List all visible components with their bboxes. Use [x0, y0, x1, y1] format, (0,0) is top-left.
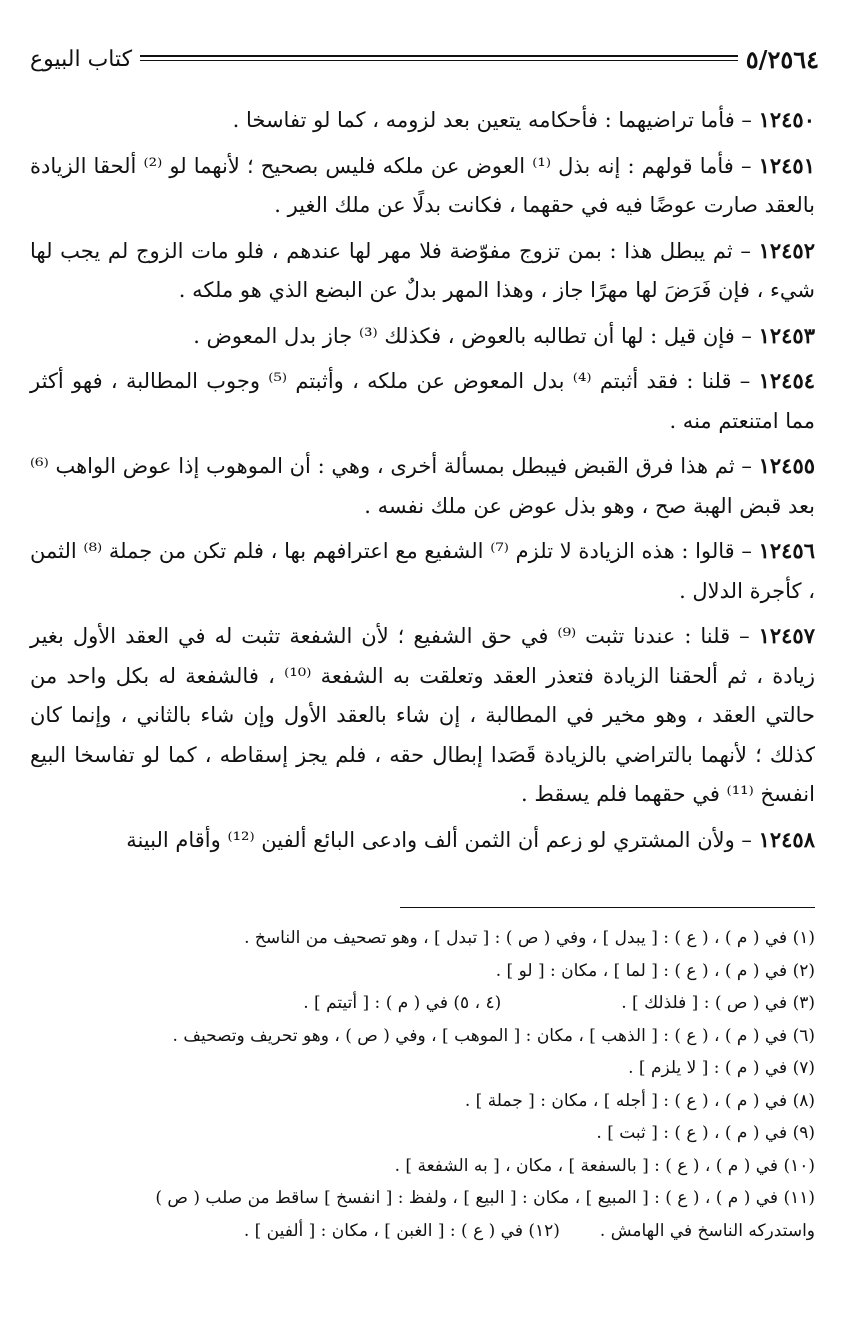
- footnote-row: [30, 1215, 815, 1248]
- footnote: (٣) في ( ص ) : [ فلذلك ] .: [621, 993, 815, 1013]
- footnote: (٩) في ( م ) ، ( ع ) : [ ثبت ] .: [596, 1123, 815, 1143]
- footnote: (١١) في ( م ) ، ( ع ) : [ المبيع ] ، مكان : [ البيع ] ، ولفظ : [ انفسخ ] ساقط من صلب ( ص ): [155, 1188, 815, 1208]
- paragraph: [30, 231, 815, 311]
- paragraph-text: – قلنا : فقد أثبتم ⁽⁴⁾ بدل المعوض عن ملكه ، وأثبتم ⁽⁵⁾ وجوب المطالبة ، فهو أكثر مما امتنعتم منه .: [30, 369, 815, 433]
- paragraph: [30, 616, 815, 815]
- paragraph: [30, 100, 815, 141]
- paragraph-number: ١٢٤٥٨: [758, 826, 815, 852]
- paragraph: [30, 446, 815, 526]
- paragraph: [30, 820, 815, 861]
- footnote: (٨) في ( م ) ، ( ع ) : [ أجله ] ، مكان : [ جملة ] .: [464, 1090, 815, 1111]
- paragraph-number: ١٢٤٥٤: [758, 368, 816, 393]
- page-number: ٥/٢٥٦٤: [745, 44, 819, 74]
- paragraph-text: – فإن قيل : لها أن تطالبه بالعوض ، فكذلك ⁽³⁾ جاز بدل المعوض .: [193, 323, 759, 348]
- footnote: (١) في ( م ) ، ( ع ) : [ يبدل ] ، وفي ( ص ) : [ تبدل ] ، وهو تصحيف من الناسخ .: [244, 928, 815, 948]
- paragraph-number: ١٢٤٥٥: [758, 453, 816, 478]
- paragraph-number: ١٢٤٥٦: [758, 538, 815, 563]
- footnote: (١٠) في ( م ) ، ( ع ) : [ بالسفعة ] ، مكان ، [ به الشفعة ] .: [394, 1155, 815, 1176]
- paragraph-number: ١٢٤٥٣: [758, 322, 815, 348]
- header-rule: [140, 54, 738, 64]
- paragraph-number: ١٢٤٥٧: [758, 623, 815, 648]
- footnote: (٢) في ( م ) ، ( ع ) : [ لما ] ، مكان : [ لو ] .: [495, 960, 815, 981]
- paragraph-text: – فأما تراضيهما : فأحكامه يتعين بعد لزومه ، كما لو تفاسخا .: [232, 108, 759, 132]
- paragraph-text: – ولأن المشتري لو زعم أن الثمن ألف وادعى البائع ألفين ⁽¹²⁾ وأقام البينة: [126, 827, 759, 852]
- paragraph-text: – ثم يبطل هذا : بمن تزوج مفوّضة فلا مهر لها عندهم ، فلو مات الزوج لم يجب لها شيء ، فإن فَرَضَ لها مهرًا جاز ، وهذا المهر بدلٌ عن البضع الذي هو ملكه .: [30, 238, 815, 302]
- paragraph: [30, 316, 815, 357]
- footnote: (١٢) في ( ع ) : [ الغبن ] ، مكان : [ ألفين ] .: [243, 1220, 560, 1241]
- paragraph-number: ١٢٤٥٢: [758, 237, 815, 263]
- footnote: (٧) في ( م ) : [ لا يلزم ] .: [628, 1058, 815, 1078]
- footnote-divider: [400, 907, 815, 908]
- paragraph: [30, 146, 815, 226]
- paragraph-text: – فأما قولهم : إنه بذل ⁽¹⁾ العوض عن ملكه فليس بصحيح ؛ لأنهما لو ⁽²⁾ ألحقا الزيادة بالعقد صارت عوضًا فيه في حقهما ، فكانت بدلًا عن ملك الغير .: [30, 153, 815, 217]
- footnote: (٦) في ( م ) ، ( ع ) : [ الذهب ] ، مكان : [ الموهب ] ، وفي ( ص ) ، وهو تحريف وتصحيف .: [172, 1025, 815, 1046]
- paragraph: [30, 531, 815, 611]
- paragraph-number: ١٢٤٥١: [758, 152, 815, 178]
- footnote-continuation: واستدركه الناسخ في الهامش .: [599, 1220, 815, 1241]
- paragraph-text: – ثم هذا فرق القبض فيبطل بمسألة أخرى ، وهي : أن الموهوب إذا عوض الواهب ⁽⁶⁾ بعد قبض الهبة صح ، وهو بذل عوض عن ملك نفسه .: [30, 454, 815, 518]
- page-header: [30, 34, 819, 84]
- paragraph-text: – قلنا : عندنا تثبت ⁽⁹⁾ في حق الشفيع ؛ لأن الشفعة تثبت له في العقد الأول بغير زيادة ، ثم ألحقنا الزيادة فتعذر العقد وتعلقت به الشفعة ⁽¹⁰⁾ ، فالشفعة له بكل واحد من حالتي العقد ، وهو مخير في المطالبة ، إن شاء بالعقد الأول وإن شاء بالثاني ، وإنما كان كذلك ؛ لأنهما بالتراضي بالزيادة قَصَدا إبطال حقه ، فلم يجز إسقاطه ، كما لو تفاسخا البيع انفسخ ⁽¹¹⁾ في حقهما فلم يسقط .: [30, 624, 815, 806]
- footnotes: [30, 922, 815, 1247]
- paragraph: [30, 361, 815, 441]
- main-text: [30, 100, 815, 865]
- footnote: (٤ ، ٥) في ( م ) : [ أتيتم ] .: [303, 993, 502, 1013]
- book-title: كتاب البيوع: [30, 46, 133, 72]
- paragraph-number: ١٢٤٥٠: [758, 107, 815, 132]
- footnote-row: [30, 987, 815, 1020]
- paragraph-text: – قالوا : هذه الزيادة لا تلزم ⁽⁷⁾ الشفيع مع اعترافهم بها ، فلم تكن من جملة ⁽⁸⁾ الثمن ، كأجرة الدلال .: [30, 539, 815, 603]
